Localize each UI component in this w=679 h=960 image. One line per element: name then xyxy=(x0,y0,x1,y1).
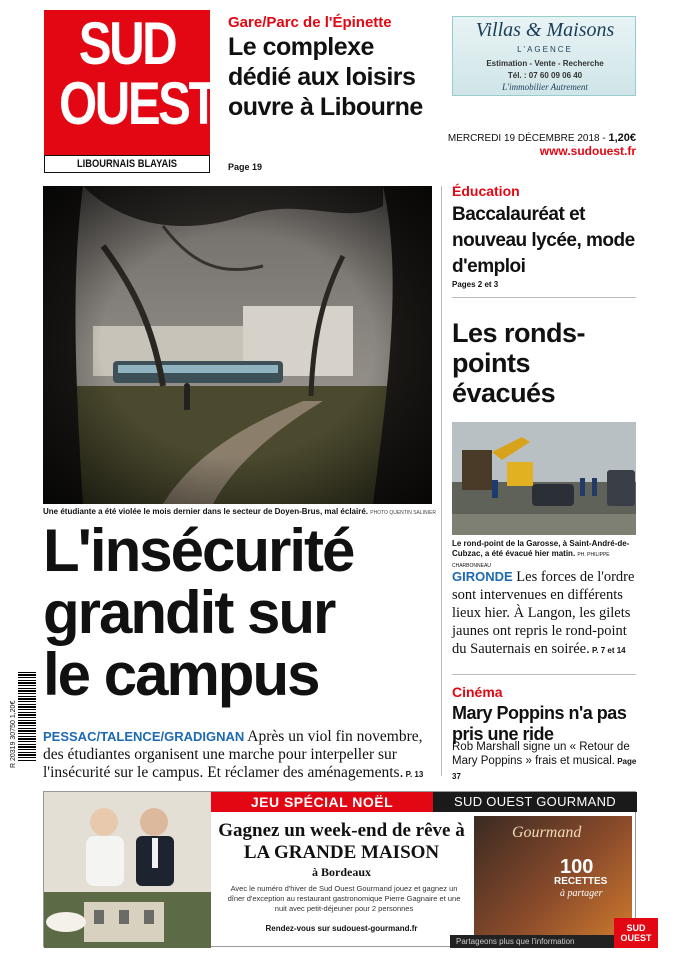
barcode-number: R 20319 30750 1,20€ xyxy=(10,700,17,768)
mag-partager: à partager xyxy=(560,888,603,899)
ad-brand-band: SUD OUEST GOURMAND xyxy=(433,792,637,812)
photo-credit: PHOTO QUENTIN SALINIER xyxy=(370,510,437,516)
education-kicker: Éducation xyxy=(452,183,520,199)
edition-band xyxy=(44,155,210,173)
roundabout-photo-image xyxy=(452,422,636,535)
headline-line-2: grandit sur xyxy=(43,579,335,646)
cinema-page: Page 37 xyxy=(452,757,637,781)
mag-title: Gourmand xyxy=(512,824,582,841)
ad-slogan: L'immobilier Autrement xyxy=(502,82,588,92)
ad-tagline: Partageons plus que l'information xyxy=(450,935,614,948)
cinema-kicker: Cinéma xyxy=(452,684,503,700)
roundabout-body: Les forces de l'ordre sont intervenues en différents lieux hier. À Langon, les gilets jaunes ont repris le rond-point du Sauternais en soirée. xyxy=(452,569,635,657)
ad-agence: L'AGENCE xyxy=(517,45,573,54)
roundabout-credit: PH. PHILIPPE CHARBONNEAU xyxy=(452,552,610,569)
logo-line-1: SUD xyxy=(78,10,176,77)
ad-chefs-photo xyxy=(44,792,211,948)
ad-headline: Gagnez un week-end de rêve à LA GRANDE MAISON xyxy=(218,820,465,863)
gironde-kicker: GIRONDE xyxy=(452,569,513,584)
campus-photo xyxy=(43,186,432,504)
ad-phone: Tél. : 07 60 09 06 40 xyxy=(507,71,583,80)
lede-text: Après un viol fin novembre, des étudiantes organisent une marche pour interpeller sur l'insécurité sur le campus. Et réclamer des aménagements. xyxy=(43,728,423,781)
mag-recettes: RECETTES xyxy=(554,876,608,887)
separator xyxy=(452,297,636,298)
roundabout-caption xyxy=(452,539,636,571)
lede-kicker: PESSAC/TALENCE/GRADIGNAN xyxy=(43,729,245,744)
website-link[interactable]: www.sudouest.fr xyxy=(539,144,636,158)
roundabout-photo xyxy=(452,422,636,535)
headline-line-3: le campus xyxy=(43,641,319,708)
roundabout-pages: P. 7 et 14 xyxy=(589,646,626,655)
main-lede xyxy=(43,728,438,784)
roundabout-text xyxy=(452,568,642,660)
education-pages: Pages 2 et 3 xyxy=(452,280,499,289)
main-photo-caption xyxy=(43,507,436,516)
ad-services: Estimation - Vente - Recherche xyxy=(486,59,604,68)
rondspoints-headline[interactable]: Les ronds-points évacués xyxy=(452,318,586,408)
headline-line-1: L'insécurité xyxy=(43,517,354,584)
issue-date: MERCREDI 19 DÉCEMBRE 2018 - xyxy=(447,133,606,144)
sud-ouest-logo[interactable] xyxy=(44,10,217,158)
caption-text: Une étudiante a été violée le mois dernier dans le secteur de Doyen-Brus, mal éclairé. xyxy=(43,507,369,516)
column-divider xyxy=(441,186,442,776)
ad-subheadline: à Bordeaux xyxy=(311,865,371,879)
lede-page-ref: P. 13 xyxy=(403,770,424,779)
cinema-headline[interactable]: Mary Poppins n'a pas pris une ride xyxy=(452,703,627,744)
cinema-body: Rob Marshall signe un « Retour de Mary Poppins » frais et musical. xyxy=(452,741,630,767)
cinema-text xyxy=(452,740,642,784)
roundabout-caption-text: Le rond-point de la Garosse, à Saint-André-de-Cubzac, a été évacué hier matin. xyxy=(452,539,630,558)
barcode xyxy=(18,672,36,762)
ad-contest-band: JEU SPÉCIAL NOËL xyxy=(211,792,433,812)
teaser-page-ref: Page 19 xyxy=(228,162,263,172)
ad-link[interactable]: Rendez-vous sur sudouest-gourmand.fr xyxy=(265,924,418,933)
teaser-kicker: Gare/Parc de l'Épinette xyxy=(228,14,392,31)
teaser-headline[interactable]: Le complexe dédié aux loisirs ouvre à Libourne xyxy=(228,33,423,121)
separator xyxy=(452,674,636,675)
magazine-cover xyxy=(474,816,632,940)
campus-photo-image xyxy=(43,186,432,504)
issue-price: 1,20€ xyxy=(608,132,636,144)
chefs-image xyxy=(44,792,211,948)
education-headline[interactable]: Baccalauréat et nouveau lycée, mode d'emploi xyxy=(452,204,635,277)
ad-body: Avec le numéro d'hiver de Sud Ouest Gourmand jouez et gagnez un dîner d'exception au restaurant gastronomique Pierre Gagnaire et une nuit avec petit-déjeuner pour 2 personnes xyxy=(227,884,461,913)
mag-number: 100 xyxy=(560,856,594,878)
edition-name: LIBOURNAIS BLAYAIS xyxy=(76,158,178,170)
ad-brand: Villas & Maisons xyxy=(475,19,615,41)
ad-sud-ouest-logo: SUD OUEST xyxy=(614,918,658,948)
logo-line-2: OUEST xyxy=(58,70,217,137)
villas-maisons-ad[interactable] xyxy=(452,16,636,96)
dateline xyxy=(448,132,636,144)
gourmand-ad[interactable] xyxy=(43,791,652,947)
main-headline[interactable] xyxy=(43,517,443,708)
